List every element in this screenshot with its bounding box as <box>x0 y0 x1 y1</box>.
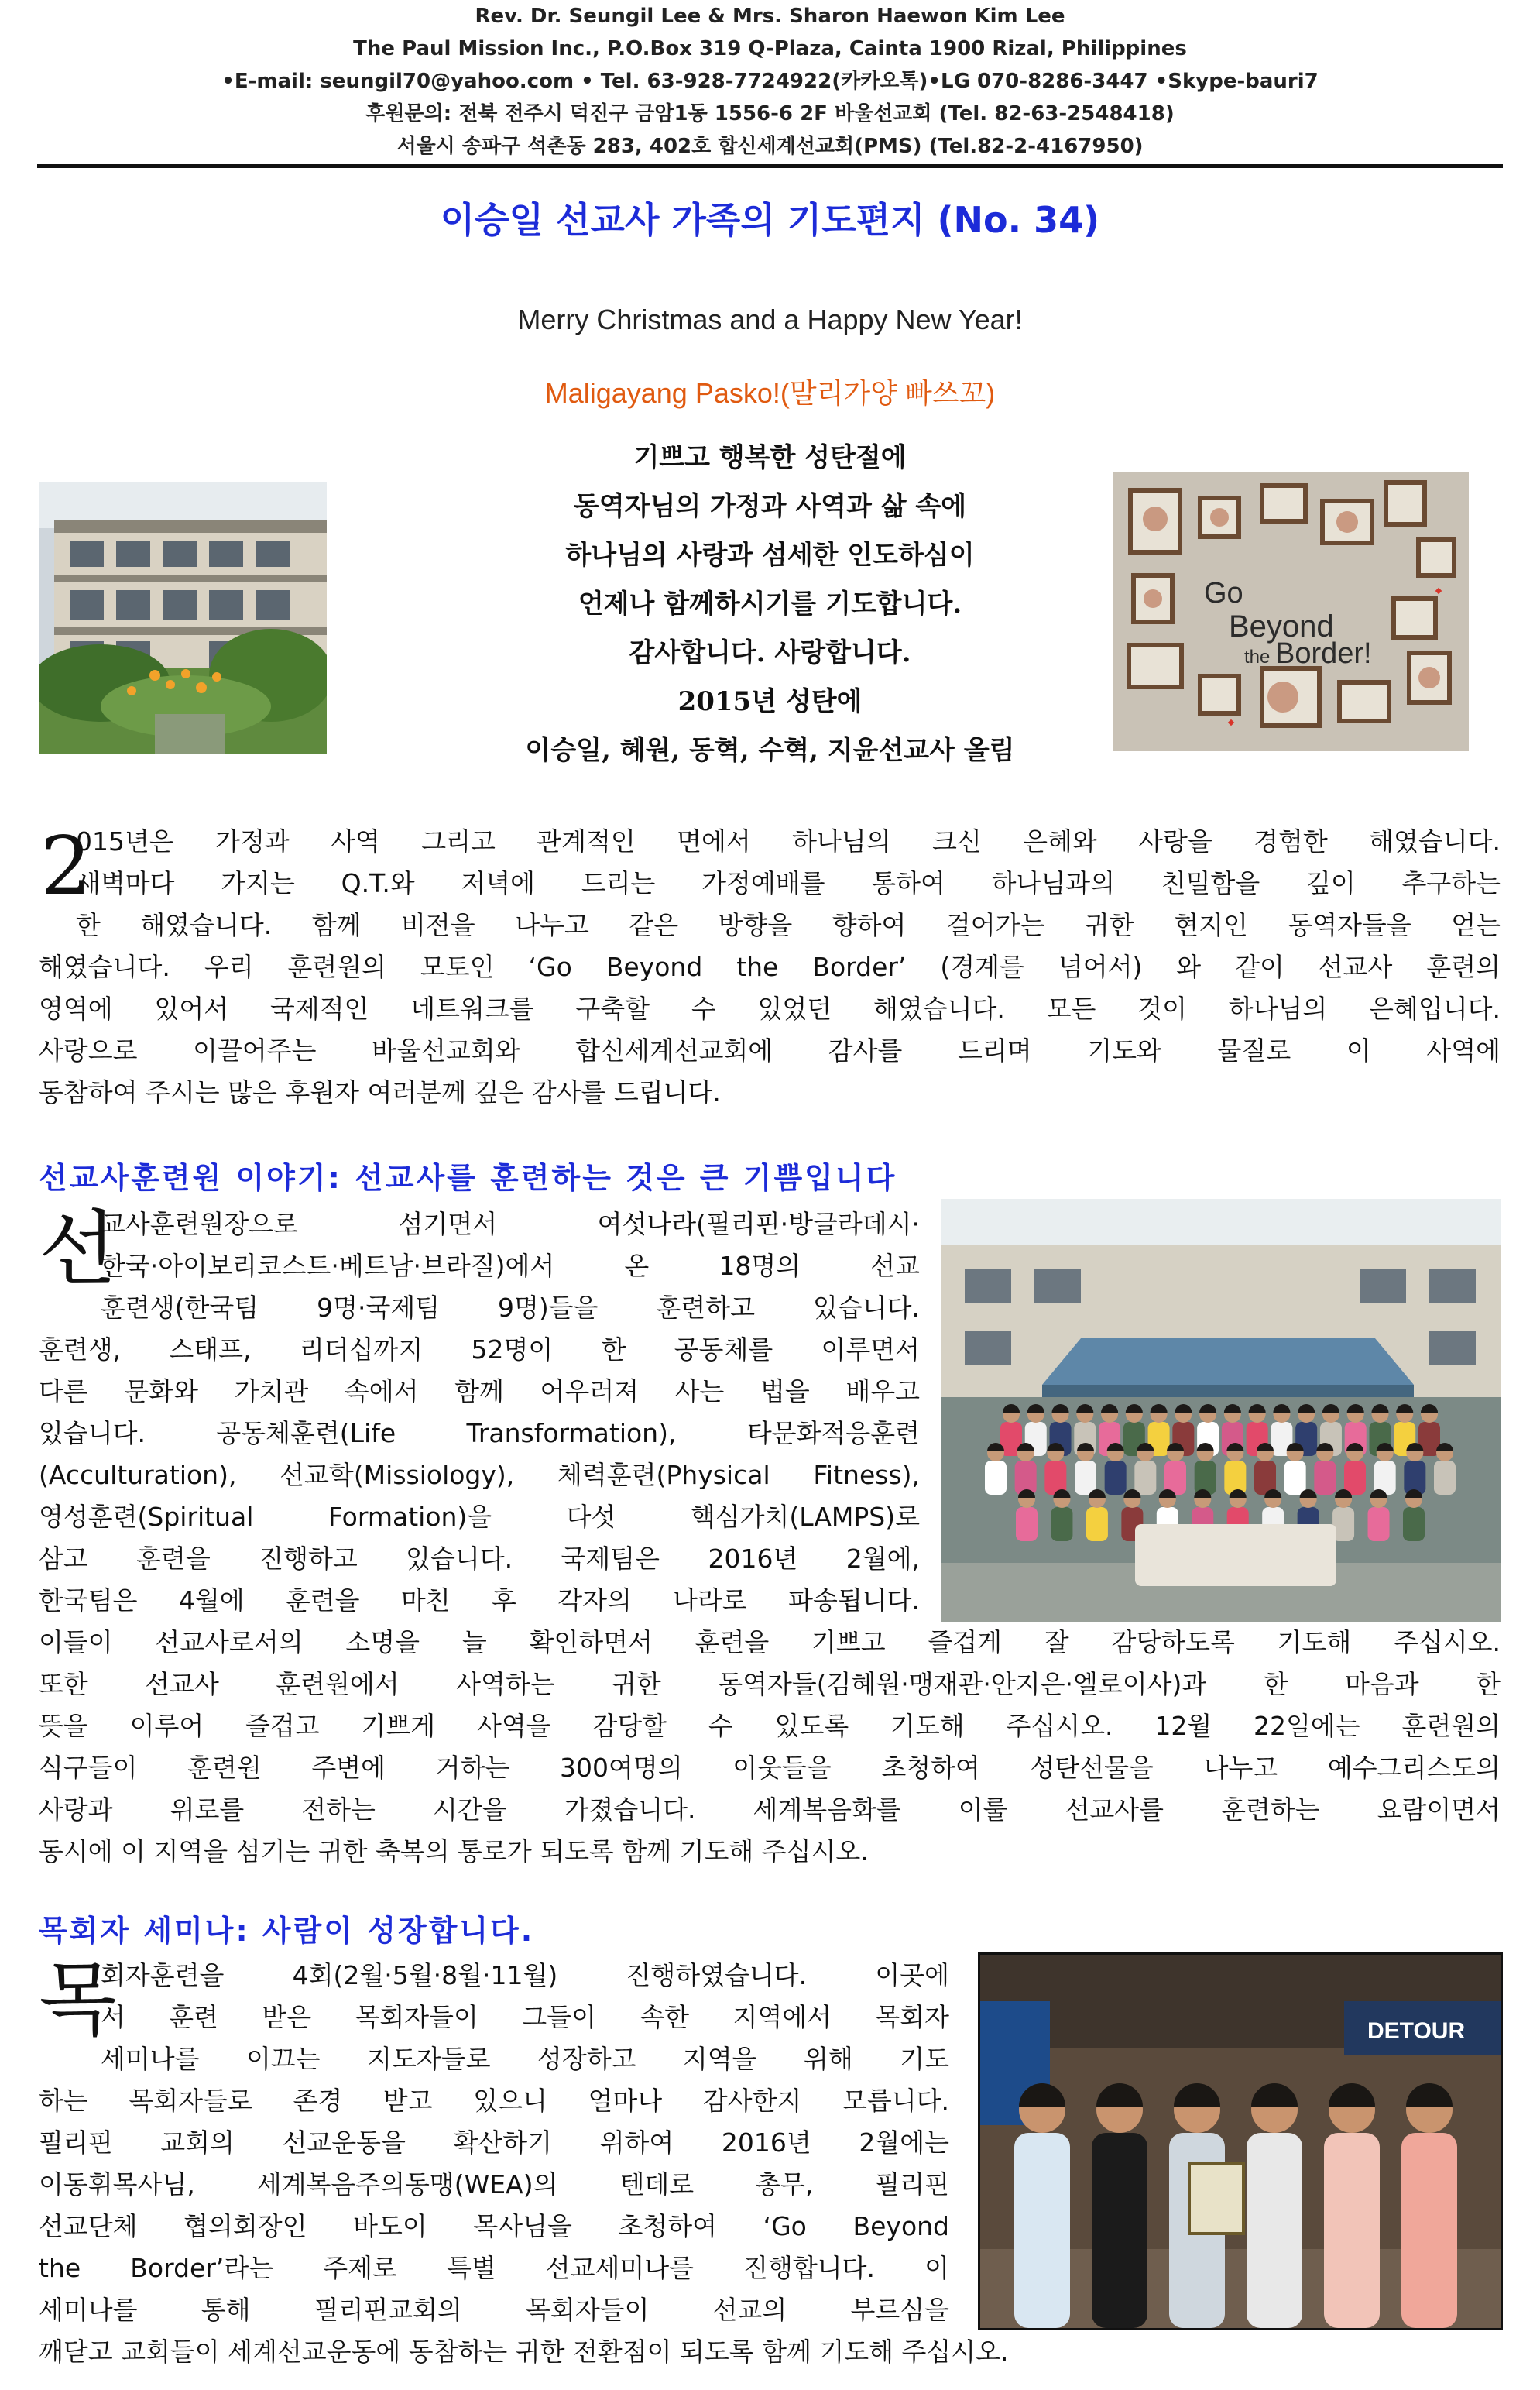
intro-paragraph-line3 <box>76 905 1501 946</box>
section1-line: (Acculturation), 선교학(Missiology), 체력훈련(Physical Fitness), <box>39 1460 920 1490</box>
section2-line: 세미나를 통해 필리핀교회의 목회자들이 선교의 부르심을 <box>39 2295 949 2325</box>
photo-trainees-group <box>941 1199 1501 1622</box>
section2-dropcap: 목 <box>39 1952 117 2047</box>
intro-paragraph-body <box>39 946 1501 1114</box>
blessing-line: 언제나 함께하시기를 기도합니다. <box>578 589 962 620</box>
letterhead-support-jeonju: 후원문의: 전북 전주시 덕진구 금암1동 1556-6 2F 바울선교회 (Tel. 82-63-2548418) <box>365 102 1175 125</box>
photo-training-center-building <box>39 482 327 754</box>
christmas-greeting: Merry Christmas and a Happy New Year! <box>517 304 1023 335</box>
section1-line: 교사훈련원장으로 섬기면서 여섯나라(필리핀·방글라데시· <box>101 1209 920 1239</box>
section2-line: 이동휘목사님, 세계복음주의동맹(WEA)의 텐데로 총무, 필리핀 <box>39 2169 949 2199</box>
intro-line: 영역에 있어서 국제적인 네트워크를 구축할 수 있었던 해였습니다. 모든 것이 하나님의 은혜입니다. <box>39 994 1501 1024</box>
section1-line: 한국팀은 4월에 훈련을 마친 후 각자의 나라로 파송됩니다. <box>39 1585 920 1616</box>
section2-paragraph-head <box>101 1955 949 2038</box>
letterhead-names: Rev. Dr. Seungil Lee & Mrs. Sharon Haewon Kim Lee <box>475 5 1065 28</box>
section1-line: 삼고 훈련을 진행하고 있습니다. 국제팀은 2016년 2월에, <box>39 1544 920 1574</box>
section1-line: 영성훈련(Spiritual Formation)을 다섯 핵심가치(LAMPS)로 <box>39 1502 920 1532</box>
section2-paragraph-last <box>39 2331 1501 2373</box>
section1-line: 또한 선교사 훈련원에서 사역하는 귀한 동역자들(김혜원·맹재관·안지은·엘로이사)과 한 마음과 한 <box>39 1669 1501 1699</box>
section1-line: 이들이 선교사로서의 소명을 늘 확인하면서 훈련을 기쁘고 즐겁게 잘 감당하도록 기도해 주십시오. <box>39 1627 1501 1657</box>
blessing-signature: 이승일, 혜원, 동혁, 수혁, 지윤선교사 올림 <box>525 735 1015 766</box>
section2-line: 필리핀 교회의 선교운동을 확산하기 위하여 2016년 2월에는 <box>39 2127 949 2158</box>
section1-paragraph-full <box>39 1622 1501 1873</box>
section2-line: the Border’라는 주제로 특별 선교세미나를 진행합니다. 이 <box>39 2253 949 2283</box>
section2-line: 회자훈련을 4회(2월·5월·8월·11월) 진행하였습니다. 이곳에 <box>101 1960 949 1990</box>
blessing-date: 2015년 성탄에 <box>677 686 863 717</box>
intro-line: 사랑으로 이끌어주는 바울선교회와 합신세계선교회에 감사를 드리며 기도와 물질로 이 사역에 <box>39 1035 1501 1066</box>
section-heading-training-center: 선교사훈련원 이야기: 선교사를 훈련하는 것은 큰 기쁨입니다 <box>39 1161 897 1195</box>
section1-paragraph-narrow <box>39 1329 920 1622</box>
section-heading-pastors-seminar: 목회자 세미나: 사람이 성장합니다. <box>39 1914 535 1948</box>
poster-text: Go Beyond the Border! <box>1204 577 1372 670</box>
banner-text: DETOUR <box>1367 2018 1466 2044</box>
blessing-line: 동역자님의 가정과 사역과 삶 속에 <box>573 491 967 522</box>
blessing-line: 하나님의 사랑과 섬세한 인도하심이 <box>565 540 975 571</box>
intro-line: 해였습니다. 우리 훈련원의 모토인 ‘Go Beyond the Border’ (경계를 넘어서) 와 같이 선교사 훈련의 <box>39 952 1501 982</box>
letterhead-contact: •E-mail: seungil70@yahoo.com • Tel. 63-928-7724922(카카오톡)•LG 070-8286-3447 •Skype-bauri7 <box>221 70 1319 93</box>
section2-line: 서 훈련 받은 목회자들이 그들이 속한 지역에서 목회자 <box>101 2002 949 2032</box>
section1-paragraph-head <box>101 1204 920 1287</box>
section2-line: 하는 목회자들로 존경 받고 있으니 얼마나 감사한지 모릅니다. <box>39 2086 949 2116</box>
section1-line: 동시에 이 지역을 섬기는 귀한 축복의 통로가 되도록 함께 기도해 주십시오. <box>39 1836 869 1866</box>
section1-line: 훈련생, 스태프, 리더십까지 52명이 한 공동체를 이루면서 <box>39 1334 920 1365</box>
section1-paragraph-line3 <box>101 1287 920 1329</box>
intro-paragraph-head <box>76 821 1501 905</box>
tagalog-greeting: Maligayang Pasko!(말리가양 빠쓰꼬) <box>544 377 996 409</box>
intro-dropcap: 2 <box>40 819 92 913</box>
section2-line: 세미나를 이끄는 지도자들로 성장하고 지역을 위해 기도 <box>101 2044 949 2074</box>
intro-line: 새벽마다 가지는 Q.T.와 저녁에 드리는 가정예배를 통하여 하나님과의 친밀함을 깊이 추구하는 <box>76 868 1501 898</box>
section2-line: 선교단체 협의회장인 바도이 목사님을 초청하여 ‘Go Beyond <box>39 2211 949 2241</box>
photo-go-beyond-border-wall <box>1113 472 1469 751</box>
section2-paragraph-narrow <box>39 2080 949 2331</box>
section1-line: 사랑과 위로를 전하는 시간을 가졌습니다. 세계복음화를 이룰 선교사를 훈련하는 요람이면서 <box>39 1794 1501 1825</box>
section2-line: 깨닫고 교회들이 세계선교운동에 동참하는 귀한 전환점이 되도록 함께 기도해 주십시오. <box>39 2337 1009 2367</box>
letterhead-support-seoul: 서울시 송파구 석촌동 283, 402호 합신세계선교회(PMS) (Tel.82-2-4167950) <box>396 135 1144 158</box>
section1-line: 다른 문화와 가치관 속에서 함께 어우러져 사는 법을 배우고 <box>39 1376 920 1406</box>
christmas-blessing <box>418 434 1122 775</box>
section1-line: 있습니다. 공동체훈련(Life Transformation), 타문화적응훈련 <box>39 1418 920 1448</box>
section1-line: 식구들이 훈련원 주변에 거하는 300여명의 이웃들을 초청하여 성탄선물을 나누고 예수그리스도의 <box>39 1753 1501 1783</box>
section1-line: 한국·아이보리코스트·베트남·브라질)에서 온 18명의 선교 <box>101 1251 920 1281</box>
section2-paragraph-line3 <box>101 2038 949 2080</box>
section1-line: 훈련생(한국팀 9명·국제팀 9명)들을 훈련하고 있습니다. <box>101 1293 920 1323</box>
blessing-line: 감사합니다. 사랑합니다. <box>629 637 911 668</box>
section1-line: 뜻을 이루어 즐겁고 기쁘게 사역을 감당할 수 있도록 기도해 주십시오. 12월 22일에는 훈련원의 <box>39 1711 1501 1741</box>
letterhead-address: The Paul Mission Inc., P.O.Box 319 Q-Plaza, Cainta 1900 Rizal, Philippines <box>353 37 1187 60</box>
section1-dropcap: 선 <box>39 1201 117 1296</box>
letterhead <box>0 0 1540 160</box>
intro-line: 015년은 가정과 사역 그리고 관계적인 면에서 하나님의 크신 은혜와 사랑을 경험한 해였습니다. <box>76 826 1501 857</box>
photo-pastors-seminar <box>980 1955 1501 2328</box>
intro-line: 동참하여 주시는 많은 후원자 여러분께 깊은 감사를 드립니다. <box>39 1077 721 1107</box>
header-divider <box>37 164 1503 168</box>
blessing-line: 기쁘고 행복한 성탄절에 <box>633 442 907 473</box>
intro-line: 한 해였습니다. 함께 비전을 나누고 같은 방향을 향하여 걸어가는 귀한 현지인 동역자들을 얻는 <box>76 910 1501 940</box>
letter-title: 이승일 선교사 가족의 기도편지 (No. 34) <box>440 199 1100 241</box>
